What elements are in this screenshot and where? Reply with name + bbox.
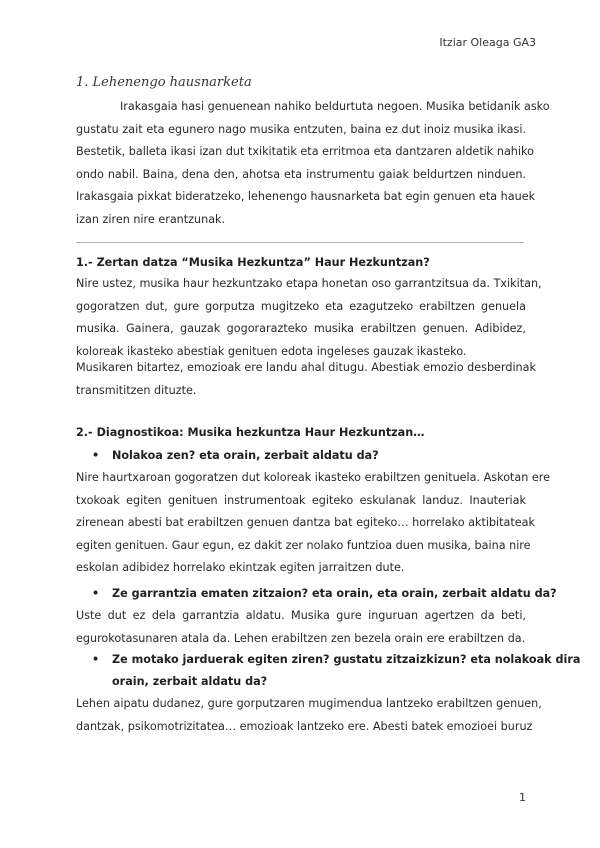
intro-line: Irakasgaia pixkat bideratzeko, lehenengo hausnarketa bat egin genuen eta hauek xyxy=(76,190,536,204)
answer-3-paragraph xyxy=(76,693,542,738)
bullet-text: Nolakoa zen? eta orain, zerbait aldatu da? xyxy=(112,449,379,462)
text-line: zirenean abesti bat erabiltzen genuen dantza bat egiteko… horrelako aktibitateak xyxy=(76,516,536,530)
bullet-icon: • xyxy=(92,449,100,462)
text-line: musika. Gainera, gauzak gogorarazteko musika erabiltzen genuen. Adibidez, xyxy=(76,322,526,336)
text-line: koloreak ikasteko abestiak genituen edota ingeleses gauzak ikasteko. xyxy=(76,344,467,358)
answer-2-paragraph xyxy=(76,605,526,650)
text-line: Musikaren bitartez, emozioak ere landu ahal ditugu. Abestiak emozio desberdinak xyxy=(76,361,536,374)
intro-line: Bestetik, balleta ikasi izan dut txikitatik eta erritmoa eta dantzaren aldetik nahiko xyxy=(76,145,534,159)
bullet-item-continuation: orain, zerbait aldatu da? xyxy=(112,675,268,688)
text-line: dantzak, psikomotrizitatea… emozioak lantzeko ere. Abesti batek emozioei buruz xyxy=(76,719,533,733)
bullet-text: Ze motako jarduerak egiten ziren? gustatu zitzaizkizun? eta nolakoak dira xyxy=(112,653,581,666)
bullet-icon: • xyxy=(92,587,100,600)
question-1-heading: 1.- Zertan datza “Musika Hezkuntza” Haur Hezkuntzan? xyxy=(76,256,430,269)
intro-line: ondo nabil. Baina, dena den, ahotsa eta instrumentu gaiak beldurtzen ninduen. xyxy=(76,167,526,181)
bullet-item xyxy=(92,587,557,600)
text-line: Nire haurtxaroan gogoratzen dut koloreak ikasteko erabiltzen genituela. Askotan ere xyxy=(76,471,551,484)
text-line: txokoak egiten genituen instrumentoak egiteko eskulanak landuz. Inauteriak xyxy=(76,493,526,507)
text-line: Lehen aipatu dudanez, gure gorputzaren mugimendua lantzeko erabiltzen genuen, xyxy=(76,697,542,710)
text-line: gogoratzen dut, gure gorputza mugitzeko eta ezagutzeko erabiltzen genuela xyxy=(76,299,526,313)
bullet-text: Ze garrantzia ematen zitzaion? eta orain, eta orain, zerbait aldatu da? xyxy=(112,587,557,600)
intro-paragraph xyxy=(76,96,550,232)
section-divider xyxy=(76,242,524,243)
bullet-item xyxy=(92,449,379,462)
question-2-heading: 2.- Diagnostikoa: Musika hezkuntza Haur Hezkuntzan… xyxy=(76,426,425,439)
text-line: egiten genituen. Gaur egun, ez dakit zer nolako funtzioa duen musika, baina nire xyxy=(76,538,531,552)
text-line: Uste dut ez dela garrantzia aldatu. Musika gure inguruan agertzen da beti, xyxy=(76,609,526,622)
text-line: Nire ustez, musika haur hezkuntzako etapa honetan oso garrantzitsua da. Txikitan, xyxy=(76,277,542,290)
intro-line: izan ziren nire erantzunak. xyxy=(76,212,226,226)
bullet-icon: • xyxy=(92,653,100,666)
text-line: transmititzen dituzte. xyxy=(76,383,197,397)
bullet-item xyxy=(92,653,580,666)
page-number: 1 xyxy=(519,791,526,804)
question-1-paragraph xyxy=(76,273,542,363)
page-header-author: Itziar Oleaga GA3 xyxy=(439,36,536,49)
question-1-paragraph-2 xyxy=(76,357,536,402)
answer-1-paragraph xyxy=(76,467,551,580)
text-line: egurokotasunaren atala da. Lehen erabiltzen zen bezela orain ere erabiltzen da. xyxy=(76,631,526,645)
text-line: eskolan adibidez horrelako ekintzak egiten jarraitzen dute. xyxy=(76,561,405,575)
section-title: 1. Lehenengo hausnarketa xyxy=(76,75,252,90)
intro-line: Irakasgaia hasi genuenean nahiko beldurtuta negoen. Musika betidanik asko xyxy=(120,100,550,113)
intro-line: gustatu zait eta egunero nago musika entzuten, baina ez dut inoiz musika ikasi. xyxy=(76,122,526,136)
